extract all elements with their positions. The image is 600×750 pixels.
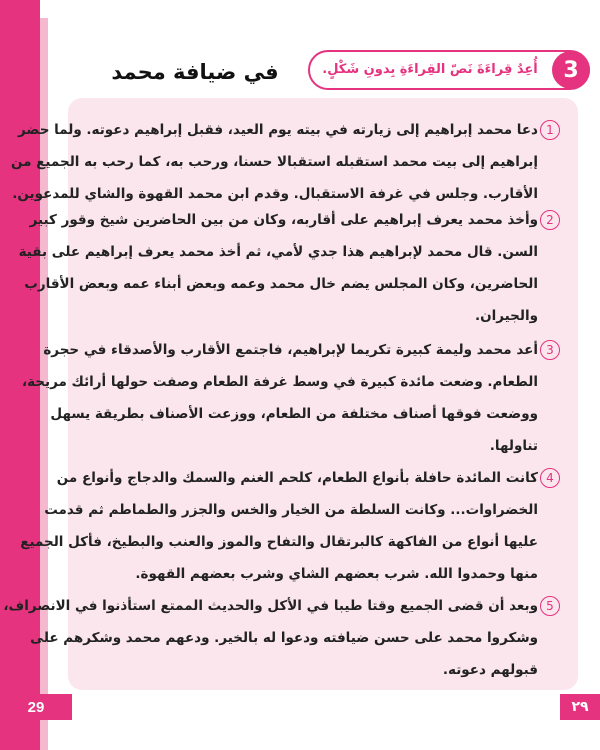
paragraph-line: ووضعت فوقها أصناف مختلفة من الطعام، ووزعت الأصناف بطريقة يسهل [50,406,538,422]
page-number-left: 29 [0,694,72,720]
page-number-right: ٢٩ [560,694,600,720]
paragraph-line: الأقارب. وجلس في غرفة الاستقبال. وقدم ابن محمد القهوة والشاي للمدعوين. [12,186,538,202]
paragraph-line: وبعد أن قضى الجميع وقتا طيبا في الأكل والحديث الممتع استأذنوا في الانصراف، [3,598,538,614]
paragraph-line: الخضراوات... وكانت السلطة من الخيار والخس والجزر والطماطم ثم قدمت [44,502,538,518]
instruction-text: أُعِدُ قِراءَةَ نَصّ القِراءَةِ بِدونِ شَكْلٍ. [322,62,538,77]
paragraph-line: وشكروا محمد على حسن ضيافته ودعوا له بالخير. ودعهم محمد وشكرهم على [30,630,538,646]
paragraph-line: السن. قال محمد لإبراهيم هذا جدي لأمي، ثم أخذ محمد يعرف إبراهيم على بقية [18,244,538,260]
paragraph-marker-2 [540,210,560,230]
paragraph-marker-1 [540,120,560,140]
paragraph-line: منها وحمدوا الله. شرب بعضهم الشاي وشرب بعضهم القهوة. [135,566,538,582]
paragraph-marker-label: 1 [546,123,554,137]
paragraph-marker-label: 5 [546,599,554,613]
paragraph-marker-5 [540,596,560,616]
page-title: في ضيافة محمد [111,60,279,84]
paragraph-line: قبولهم دعوته. [442,662,538,678]
paragraph-marker-label: 3 [546,343,554,357]
paragraph-marker-label: 4 [546,471,554,485]
paragraph-line: عليها أنواع من الفاكهة كالبرتقال والتفاح والموز والعنب والبطيخ، فأكل الجميع [20,534,538,550]
paragraph-line: الحاضرين، وكان المجلس يضم خال محمد وعمه وبعض أبناء عمه وبعض الأقارب [24,276,538,292]
paragraph-5 [3,590,538,686]
paragraph-marker-3 [540,340,560,360]
paragraph-line: الطعام. وضعت مائدة كبيرة في وسط غرفة الطعام وصفت حولها أرائك مريحة، [21,374,538,390]
paragraph-1 [10,114,538,210]
paragraph-line: أعد محمد وليمة كبيرة تكريما لإبراهيم، فاجتمع الأقارب والأصدقاء في حجرة [43,342,538,358]
paragraph-line: كانت المائدة حافلة بأنواع الطعام، كلحم الغنم والسمك والدجاج وأنواع من [56,470,538,486]
step-number-badge: 3 [552,51,590,89]
paragraph-3 [21,334,538,462]
paragraph-marker-label: 2 [546,213,554,227]
paragraph-line: إبراهيم إلى بيت محمد استقبله استقبالا حسنا، ورحب به، كما رحب به الجميع من [10,154,538,170]
paragraph-marker-4 [540,468,560,488]
paragraph-2 [18,204,538,332]
paragraph-4 [20,462,538,590]
paragraph-line: وأخذ محمد يعرف إبراهيم على أقاربه، وكان من بين الحاضرين شيخ وقور كبير [29,212,538,228]
paragraph-line: والجيران. [474,308,538,324]
paragraph-line: تناولها. [489,438,538,454]
paragraph-line: دعا محمد إبراهيم إلى زيارته في بيته يوم العيد، فقبل إبراهيم دعوته. ولما حضر [18,122,538,138]
